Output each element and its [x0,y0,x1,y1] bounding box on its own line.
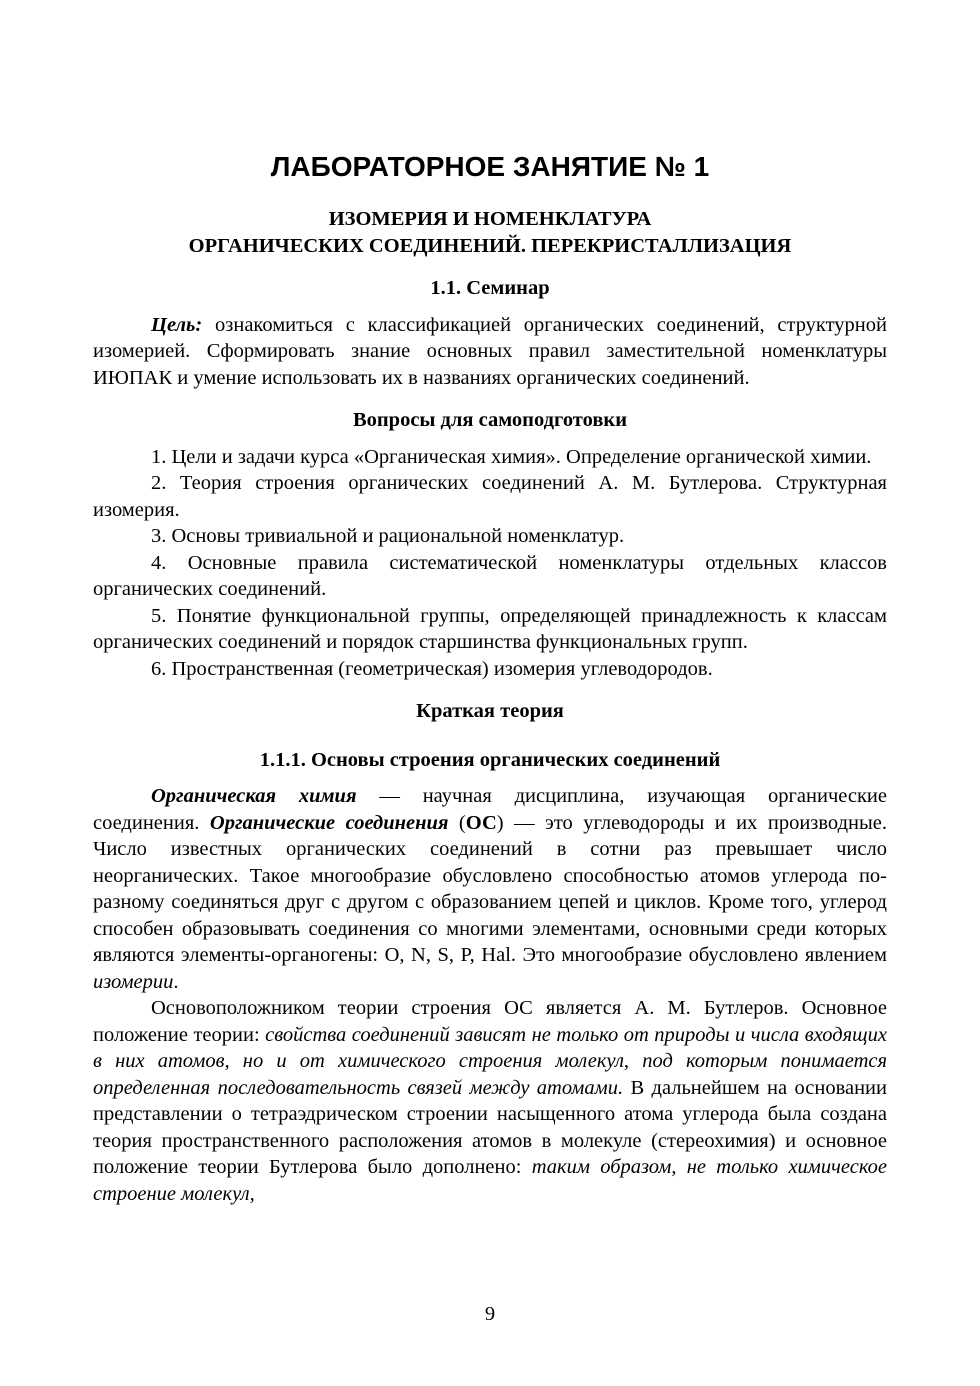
question-item: 4. Основные правила систематической номенклатуры отдельных классов органических соединений. [93,551,887,600]
goal-text: ознакомиться с классификацией органических соединений, структурной изомерией. Сформировать знание основных правил заместительной номенклатуры ИЮПАК и умение использовать их в названиях органических соединений. [93,313,887,389]
question-item: 6. Пространственная (геометрическая) изомерия углеводородов. [151,657,713,680]
theory-heading: Краткая теория [416,700,564,722]
page-number: 9 [484,1303,496,1325]
theory-paragraph-2 [93,995,887,1207]
question-item: 2. Теория строения органических соединений А. М. Бутлерова. Структурная изомерия. [93,472,887,521]
term-organic-compounds: Органические соединения [209,811,449,834]
text-run: — научная дисциплина, изучающая органические соединения. [93,785,887,834]
goal-label: Цель: [151,313,203,336]
text-run: . [173,970,179,993]
abbr-os: ОС [465,811,497,834]
subsection-heading: 1.1.1. Основы строения органических соединений [259,748,721,771]
question-item: 1. Цели и задачи курса «Органическая химия». Определение органической химии. [151,445,872,468]
theory-statement: свойства соединений зависят не только от природы и числа входящих в них атомов, но и от химического строения молекул, под которым понимается определенная последовательность связей между атомами. [93,1023,887,1099]
subtitle-line-2: ОРГАНИЧЕСКИХ СОЕДИНЕНИЙ. ПЕРЕКРИСТАЛЛИЗАЦИЯ [188,235,792,257]
page-title: ЛАБОРАТОРНОЕ ЗАНЯТИЕ № 1 [270,151,710,182]
text-run: В дальнейшем на основании представлении о тетраэдрическом строении насыщенного атома углерода была создана теория пространственного расположения атомов в молекуле (стереохимия) и основное положение теории Бутлерова было дополнено: [93,1076,887,1178]
subtitle-line-1: ИЗОМЕРИЯ И НОМЕНКЛАТУРА [328,208,652,230]
theory-statement-extended: таким образом, не только химическое строение молекул, [93,1156,888,1205]
theory-paragraph-1 [93,783,887,995]
section-heading: 1.1. Семинар [430,277,550,299]
question-item: 3. Основы тривиальной и рациональной номенклатур. [151,525,625,547]
questions-heading: Вопросы для самоподготовки [352,409,628,431]
goal-paragraph [93,312,887,392]
term-organic-chemistry: Органическая химия [151,785,357,807]
page-content [93,150,887,1207]
term-isomerism: изомерии [93,970,174,993]
text-run: ) — это углеводороды и их производные. Число известных органических соединений в сотни раз превышает число неорганических. Такое многообразие обусловлено способностью атомов углерода по-разному соединяться друг с другом с образованием цепей и циклов. Кроме того, углерод способен образовывать соединения со многими элементами, основными среди которых являются элементы-органогены: O, N, S, P, Hal. Это многообразие обусловлено явлением [93,811,887,966]
text-run: Основоположником теории строения ОС является А. М. Бутлеров. Основное положение теории: [93,997,887,1046]
question-item: 5. Понятие функциональной группы, определяющей принадлежность к классам органических соединений и порядок старшинства функциональных групп. [93,604,887,653]
text-run: ( [448,811,466,834]
lesson-subtitle [93,206,887,260]
